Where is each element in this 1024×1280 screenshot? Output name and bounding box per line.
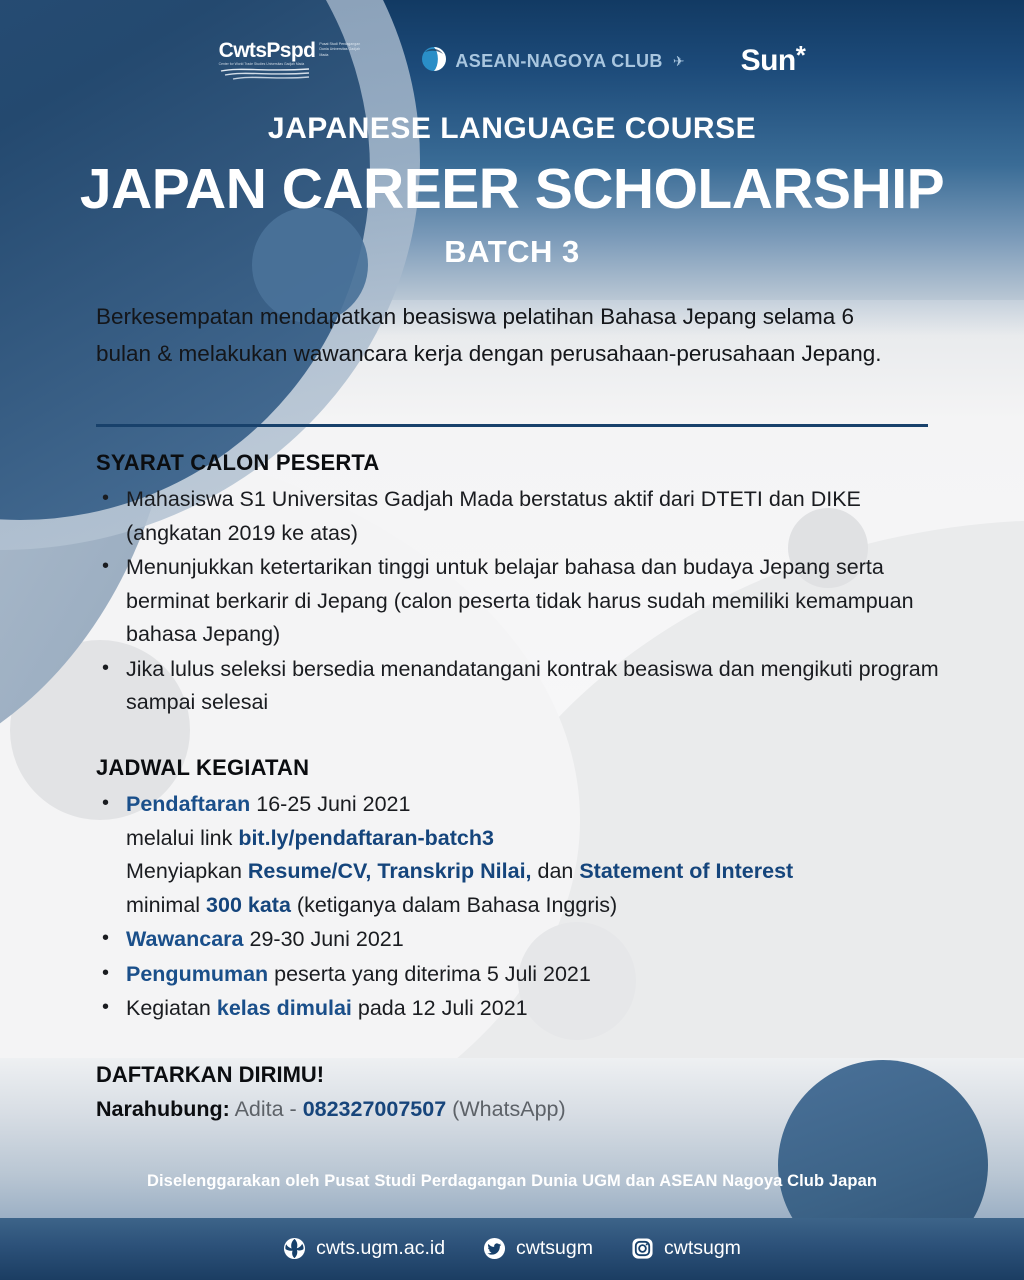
logo-cwts-subtitle: Pusat Studi Perdagangan Dunia Universitas Gadjah Mada	[319, 42, 361, 57]
asterisk-icon: *	[795, 40, 806, 70]
words-bold: 300 kata	[206, 892, 291, 917]
globe-icon	[283, 1237, 306, 1260]
batch-label: BATCH 3	[444, 234, 580, 269]
registration-dates: 16-25 Juni 2021	[250, 792, 411, 816]
kicker-text: JAPANESE LANGUAGE COURSE	[267, 112, 757, 145]
classes-label: kelas dimulai	[216, 996, 352, 1020]
docs-bold-2b: t of Interest	[676, 859, 794, 883]
instagram-icon	[631, 1237, 654, 1260]
requirements-list	[96, 483, 946, 720]
schedule-list	[96, 788, 946, 1026]
list-item-interview	[96, 923, 946, 957]
airplane-icon: ✈	[672, 52, 685, 69]
wave-lines-icon	[219, 68, 311, 82]
schedule-section	[96, 755, 946, 1027]
footer-twitter-label: cwtsugm	[516, 1236, 593, 1259]
list-item-classes	[96, 992, 946, 1026]
contact-name: Adita -	[229, 1097, 303, 1121]
page-title: JAPAN CAREER SCHOLARSHIP	[79, 157, 945, 221]
registration-link-prefix: melalui link	[126, 825, 239, 850]
footer-instagram-label: cwtsugm	[663, 1236, 741, 1259]
interview-text: 29-30 Juni 2021	[243, 927, 404, 951]
contact-label: Narahubung:	[96, 1097, 230, 1121]
twitter-icon	[483, 1237, 506, 1260]
schedule-heading: JADWAL KEGIATAN	[96, 755, 310, 780]
list-item-announcement	[96, 958, 946, 992]
intro-paragraph: Berkesempatan mendapatkan beasiswa pelatihan Bahasa Jepang selama 6 bulan & melakukan wawancara kerja dengan perusahaan-perusahaan Jepang.	[96, 304, 882, 366]
words-suffix: (ketiganya dalam Bahasa Inggris)	[290, 892, 618, 917]
footer-item-website[interactable]	[283, 1237, 445, 1260]
list-item: • Menunjukkan ketertarikan tinggi untuk belajar bahasa dan budaya Jepang serta berminat berkarir di Jepang (calon peserta tidak harus sudah memiliki kemampuan bahasa Jepang)	[96, 551, 946, 652]
divider-rule	[96, 424, 928, 427]
docs-prefix: Menyiapkan	[126, 859, 248, 883]
classes-prefix: Kegiatan	[126, 996, 217, 1020]
docs-bold-1: Resume/CV, Transkrip Nilai,	[247, 859, 532, 883]
logo-cwts-pspd	[219, 40, 366, 82]
docs-bold-2: Statemen	[579, 859, 677, 883]
contact-app: (WhatsApp)	[446, 1097, 566, 1121]
footer-item-twitter[interactable]	[483, 1237, 593, 1260]
registration-link[interactable]: bit.ly/pendaftaran-batch3	[238, 825, 494, 850]
contact-number[interactable]: 082327007507	[302, 1097, 447, 1121]
logo-anc-text: ASEAN-NAGOYA CLUB	[455, 50, 663, 71]
interview-label: Wawancara	[126, 927, 244, 951]
logo-sun-word: Sun	[740, 44, 796, 77]
list-item: • Jika lulus seleksi bersedia menandatangani kontrak beasiswa dan mengikuti program sampai selesai	[96, 653, 946, 720]
cta-heading: DAFTARKAN DIRIMU!	[96, 1062, 325, 1087]
classes-text: pada 12 Juli 2021	[351, 996, 528, 1020]
logo-row	[0, 32, 1024, 90]
cta-section	[96, 1062, 796, 1124]
footer-item-instagram[interactable]	[631, 1237, 741, 1260]
footer-website-label: cwts.ugm.ac.id	[316, 1236, 446, 1259]
list-item: • Mahasiswa S1 Universitas Gadjah Mada berstatus aktif dari DTETI dan DIKE (angkatan 2019 ke atas)	[96, 483, 946, 550]
contact-line	[96, 1094, 796, 1124]
requirements-section	[96, 450, 946, 721]
docs-mid: dan	[531, 859, 580, 883]
list-item-registration	[96, 788, 946, 922]
announcement-text: peserta yang diterima 5 Juli 2021	[268, 961, 591, 986]
organizer-text: Diselenggarakan oleh Pusat Studi Perdagangan Dunia UGM dan ASEAN Nagoya Club Japan	[146, 1172, 878, 1190]
logo-sun-asterisk	[740, 40, 806, 78]
logo-cwts-tagline: Center for World Trade Studies Universitas Gadjah Mada	[218, 62, 305, 67]
globe-sphere-icon	[421, 46, 447, 77]
announcement-label: Pengumuman	[126, 961, 269, 986]
requirements-heading: SYARAT CALON PESERTA	[96, 450, 380, 475]
footer-social-row	[0, 1228, 1024, 1268]
words-prefix: minimal	[126, 892, 207, 917]
registration-label: Pendaftaran	[126, 792, 251, 816]
logo-asean-nagoya-club	[421, 46, 684, 77]
logo-cwts-wordmark: CwtsPspd	[218, 39, 316, 63]
